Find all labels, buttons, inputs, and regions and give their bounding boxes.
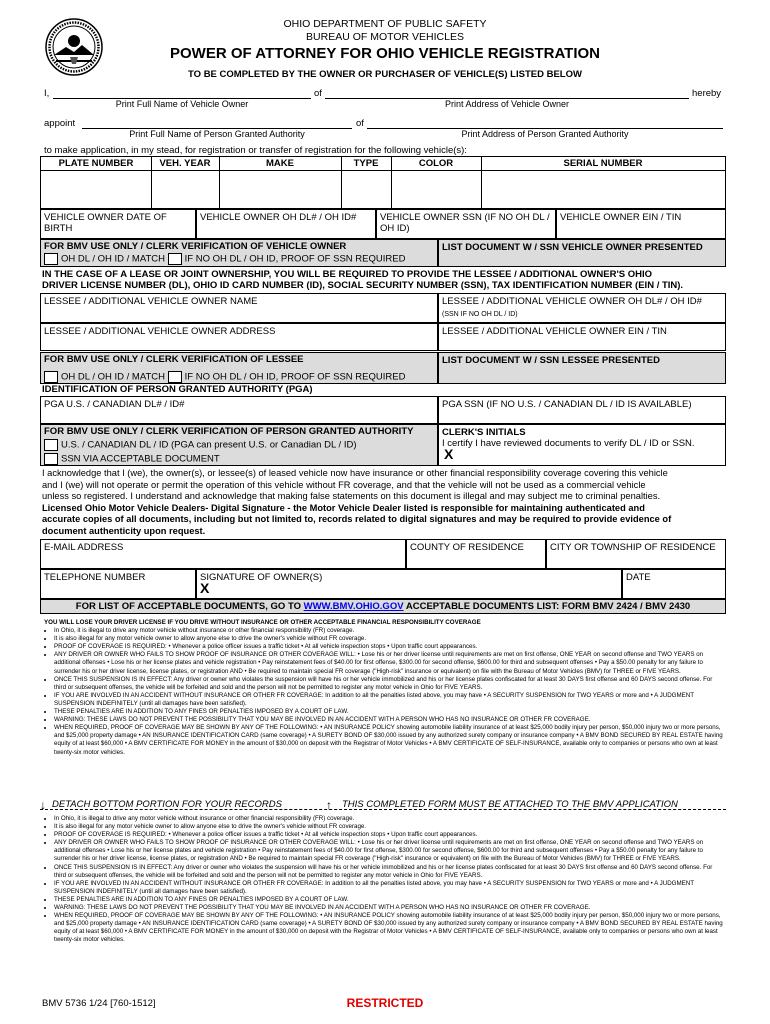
signature-x: X [200,580,210,596]
page-title: POWER OF ATTORNEY FOR OHIO VEHICLE REGISTRATION [169,45,601,62]
warning-item: • ONCE THIS SUSPENSION IS IN EFFECT: Any driver or owner who violates the suspension will have his or her vehicle immobilized and his or her license plates confiscated for at least 30 DAYS first offense and 60 DAYS second offense. For third or subsequent offenses, the vehicle will be forfeited and sold and the person will not be permitted to register any motor vehicle in Ohio for FIVE YEARS. [54,864,726,880]
bureau-name: BUREAU OF MOTOR VEHICLES [306,31,464,43]
intro-of: of [314,88,322,99]
owner-list-doc[interactable]: LIST DOCUMENT W / SSN VEHICLE OWNER PRESENTED [438,239,726,267]
form-id: BMV 5736 1/24 [760-1512] [42,998,156,1009]
bmv-lessee-verify: FOR BMV USE ONLY / CLERK VERIFICATION OF LESSEE OH DL / OH ID / MATCH IF NO OH DL / OH ID, PROOF OF SSN REQUIRED [40,352,438,384]
lessee-ssn-checkbox[interactable] [168,371,182,383]
owner-dob-field[interactable]: VEHICLE OWNER DATE OF BIRTH [40,209,196,239]
warning-section-top: YOU WILL LOSE YOUR DRIVER LICENSE IF YOU DRIVE WITHOUT INSURANCE OR OTHER ACCEPTABLE FINANCIAL RESPONSIBILITY COVERAGE • In Ohio, it is illegal to drive any motor vehicle without insurance or other financial responsibility (FR) coverage. • It is also illegal for any motor vehicle owner to allow anyone else to drive the owner's vehicle without FR coverage. • PROOF OF COVERAGE IS REQUIRED: • Whenever a police officer issues a traffic ticket • At all vehicle inspection stops • Upon traffic court appearances. • ANY DRIVER OR OWNER WHO FAILS TO SHOW PROOF OF INSURANCE OR OTHER COVERAGE WILL: • Lose his or her driver license until requirements are met on first offense, ONE YEAR on second offense and TWO YEARS on additional offenses • Lose his or her license plates and vehicle registration • Pay reinstatement fees of $40.00 for first offense, $300.00 for second offense, $600.00 for third and subsequent offenses • Pay a $50.00 penalty for any failure to surrender his or her driver license, license plates, or registration AND • Be required to maintain special FR coverage ("High-risk" insurance or equivalent) on file with the Bureau of Motor Vehicles (BMV) for THREE or FIVE YEARS. • ONCE THIS SUSPENSION IS IN EFFECT: Any driver or owner who violates the suspension will have his or her vehicle immobilized and his or her license plates confiscated for at least 30 DAYS first offense and 60 DAYS second offense. For third or subsequent offenses, the vehicle will be forfeited and sold and the person will not be permitted to register any motor vehicle in Ohio for FIVE YEARS. • IF YOU ARE INVOLVED IN AN ACCIDENT WITHOUT INSURANCE OR OTHER FR COVERAGE: In addition to all the penalties listed above, you may have • A SECURITY SUSPENSION for TWO YEARS or more and • A JUDGMENT SUSPENSION INDEFINITELY (until all damages have been satisfied). • THESE PENALTIES ARE IN ADDITION TO ANY FINES OR PENALTIES IMPOSED BY A COURT OF LAW. • WARNING: THESE LAWS DO NOT PREVENT THE POSSIBILITY THAT YOU MAY BE INVOLVED IN AN ACCIDENT WITH A PERSON WHO HAS NO INSURANCE OR OTHER FR COVERAGE. • WHEN REQUIRED, PROOF OF COVERAGE MAY BE SHOWN BY ANY OF THE FOLLOWING: • AN INSURANCE POLICY showing automobile liability insurance of at least $25,000 bodily injury per person, $50,000 injury two or more persons, and $25,000 property damage • AN INSURANCE IDENTIFICATION CARD (same coverage) • A SURETY BOND OF $30,000 issued by any authorized surety company or insurance company • A BMV BOND SECURED BY REAL ESTATE having equity of at least $60,000 • A BMV CERTIFICATE FOR MONEY in the amount of $30,000 on deposit with the Registrar of Motor Vehicles • A BMV CERTIFICATE OF SELF-INSURANCE, available only to companies or persons who own at least twenty-six motor vehicles. [44,619,726,757]
city-field[interactable]: CITY OR TOWNSHIP OF RESIDENCE [546,539,726,569]
warning-item: • WARNING: THESE LAWS DO NOT PREVENT THE POSSIBILITY THAT YOU MAY BE INVOLVED IN AN ACCIDENT WITH A PERSON WHO HAS NO INSURANCE OR OTHER FR COVERAGE. [54,904,726,912]
owner-dl-field[interactable]: VEHICLE OWNER OH DL# / OH ID# [196,209,376,239]
arrow-down-icon: ↓ [40,798,46,812]
bmv-owner-verify: FOR BMV USE ONLY / CLERK VERIFICATION OF VEHICLE OWNER OH DL / OH ID / MATCH IF NO OH DL / OH ID, PROOF OF SSN REQUIRED [40,239,438,267]
col-veh-year: VEH. YEAR [159,158,211,169]
col-type: TYPE [353,158,379,169]
intro-appoint: appoint [44,118,76,129]
lessee-dl-field[interactable]: LESSEE / ADDITIONAL VEHICLE OWNER OH DL# / OH ID# (SSN IF NO OH DL / ID) [438,293,726,323]
warning-item: • THESE PENALTIES ARE IN ADDITION TO ANY FINES OR PENALTIES IMPOSED BY A COURT OF LAW. [54,708,726,716]
lessee-address-field[interactable]: LESSEE / ADDITIONAL VEHICLE OWNER ADDRESS [40,323,438,351]
date-field[interactable]: DATE [622,569,726,599]
bmv-website-link[interactable]: WWW.BMV.OHIO.GOV [303,601,404,612]
pga-dl-field[interactable]: PGA U.S. / CANADIAN DL# / ID# [40,396,438,424]
warning-item: • ANY DRIVER OR OWNER WHO FAILS TO SHOW PROOF OF INSURANCE OR OTHER COVERAGE WILL: • Lose his or her driver license until requirements are met on first offense, ONE YEAR on second offense and TWO YEARS on additional offenses • Lose his or her license plates and vehicle registration • Pay reinstatement fees of $40.00 for first offense, $300.00 for second offense, $600.00 for third and subsequent offenses • Pay a $50.00 penalty for any failure to surrender his or her driver license, license plates, or registration AND • Be required to maintain special FR coverage ("High-risk" insurance or equivalent) on file with the Bureau of Motor Vehicles (BMV) for THREE or FIVE YEARS. [54,839,726,863]
warning-item: • PROOF OF COVERAGE IS REQUIRED: • Whenever a police officer issues a traffic ticket • At all vehicle inspection stops • Upon traffic court appearances. [54,643,726,651]
intro-of2: of [356,118,364,129]
lease-notice: IN THE CASE OF A LEASE OR JOINT OWNERSHIP, YOU WILL BE REQUIRED TO PROVIDE THE LESSEE / ADDITIONAL OWNER'S OHIO DRIVER LICENSE NUMBER (DL), OHIO ID CARD NUMBER (ID), SOCIAL SECURITY NUMBER (SSN), TAX IDENTIFICATION NUMBER (EIN / TIN). [42,269,684,291]
acknowledgement: I acknowledge that I (we), the owner(s), or lessee(s) of leased vehicle now have insurance or other financial responsibility coverage covering this vehicle and I (we) will not operate or permit the operation of this vehicle without FR coverage, and that the vehicle will not be used as a commercial vehicle unless so registered. I understand and acknowledge that making false statements on this document is illegal and may subject me to criminal penalties. Licensed Ohio Motor Vehicle Dealers- Digital Signature - the Motor Vehicle Dealer listed is responsible for maintaining authenticated and accurate copies of all documents, including but not limited to, records related to digital signatures and may be required to provide evidence of document authenticity upon request. [42,468,672,536]
county-field[interactable]: COUNTY OF RESIDENCE [406,539,546,569]
owner-name-label: Print Full Name of Vehicle Owner [115,99,249,109]
lessee-ein-field[interactable]: LESSEE / ADDITIONAL VEHICLE OWNER EIN / TIN [438,323,726,351]
col-make: MAKE [266,158,294,169]
warning-item: • It is also illegal for any motor vehicle owner to allow anyone else to drive the owner's vehicle without FR coverage. [54,635,726,643]
owner-address-label: Print Address of Vehicle Owner [444,99,570,109]
warning-item: • In Ohio, it is illegal to drive any motor vehicle without insurance or other financial responsibility (FR) coverage. [54,627,726,635]
agent-name-label: Print Full Name of Person Granted Authority [129,129,305,139]
agent-address-label: Print Address of Person Granted Authority [461,129,629,139]
owner-ssn-checkbox[interactable] [168,253,182,265]
intro-hereby: hereby [692,88,722,99]
warning-item: • WARNING: THESE LAWS DO NOT PREVENT THE POSSIBILITY THAT YOU MAY BE INVOLVED IN AN ACCIDENT WITH A PERSON WHO HAS NO INSURANCE OR OTHER FR COVERAGE. [54,716,726,724]
lessee-list-doc[interactable]: LIST DOCUMENT W / SSN LESSEE PRESENTED [438,352,726,384]
pga-dl-checkbox[interactable] [44,439,58,451]
col-plate-number: PLATE NUMBER [58,158,134,169]
clerk-signature-x: X [444,446,454,462]
owner-ssn-field[interactable]: VEHICLE OWNER SSN (IF NO OH DL / OH ID) [376,209,556,239]
pga-ssn-field[interactable]: PGA SSN (IF NO U.S. / CANADIAN DL / ID IS AVAILABLE) [438,396,726,424]
lessee-name-field[interactable]: LESSEE / ADDITIONAL VEHICLE OWNER NAME [40,293,438,323]
lessee-match-checkbox[interactable] [44,371,58,383]
vehicle-table [40,156,726,209]
warning-item: • WHEN REQUIRED, PROOF OF COVERAGE MAY BE SHOWN BY ANY OF THE FOLLOWING: • AN INSURANCE POLICY showing automobile liability insurance of at least $25,000 bodily injury per person, $50,000 injury two or more persons, and $25,000 property damage • AN INSURANCE IDENTIFICATION CARD (same coverage) • A SURETY BOND OF $30,000 issued by any authorized surety company or insurance company • A BMV BOND SECURED BY REAL ESTATE having equity of at least $60,000 • A BMV CERTIFICATE FOR MONEY in the amount of $30,000 on deposit with the Registrar of Motor Vehicles • A BMV CERTIFICATE OF SELF-INSURANCE, available only to companies or persons who own at least twenty-six motor vehicles. [54,724,726,756]
owner-match-checkbox[interactable] [44,253,58,265]
intro-purpose: to make application, in my stead, for registration or transfer of registration for the following vehicle(s): [44,145,467,156]
warning-item: • IF YOU ARE INVOLVED IN AN ACCIDENT WITHOUT INSURANCE OR OTHER FR COVERAGE: In addition to all the penalties listed above, you may have • A SECURITY SUSPENSION for TWO YEARS or more and • A JUDGMENT SUSPENSION INDEFINITELY (until all damages have been satisfied). [54,880,726,896]
warning-item: • ANY DRIVER OR OWNER WHO FAILS TO SHOW PROOF OF INSURANCE OR OTHER COVERAGE WILL: • Lose his or her driver license until requirements are met on first offense, ONE YEAR on second offense and TWO YEARS on additional offenses • Lose his or her license plates and vehicle registration • Pay reinstatement fees of $40.00 for first offense, $300.00 for second offense, $600.00 for third and subsequent offenses • Pay a $50.00 penalty for any failure to surrender his or her driver license, license plates, or registration AND • Be required to maintain special FR coverage ("High-risk" insurance or equivalent) on file with the Bureau of Motor Vehicles (BMV) for THREE or FIVE YEARS. [54,651,726,675]
intro-i: I, [44,88,50,99]
pga-ssn-checkbox[interactable] [44,453,58,465]
pga-title: IDENTIFICATION OF PERSON GRANTED AUTHORITY (PGA) [42,384,313,395]
restricted-label: RESTRICTED [346,996,424,1010]
owner-ein-field[interactable]: VEHICLE OWNER EIN / TIN [556,209,726,239]
phone-field[interactable]: TELEPHONE NUMBER [40,569,196,599]
email-field[interactable]: E-MAIL ADDRESS [40,539,406,569]
clerk-initials[interactable]: CLERK'S INITIALS I certify I have reviewed documents to verify DL / ID or SSN. X [438,424,726,466]
detach-line: ↓ DETACH BOTTOM PORTION FOR YOUR RECORDS ↑ THIS COMPLETED FORM MUST BE ATTACHED TO THE BMV APPLICATION [40,798,726,812]
warning-section-bottom [44,815,726,945]
col-color: COLOR [418,158,454,169]
col-serial-number: SERIAL NUMBER [563,158,643,169]
warning-item: • IF YOU ARE INVOLVED IN AN ACCIDENT WITHOUT INSURANCE OR OTHER FR COVERAGE: In addition to all the penalties listed above, you may have • A SECURITY SUSPENSION for TWO YEARS or more and • A JUDGMENT SUSPENSION INDEFINITELY (until all damages have been satisfied). [54,692,726,708]
signature-field[interactable]: SIGNATURE OF OWNER(S) X [196,569,622,599]
warning-item: • It is also illegal for any motor vehicle owner to allow anyone else to drive the owner's vehicle without FR coverage. [54,823,726,831]
warning-item: • ONCE THIS SUSPENSION IS IN EFFECT: Any driver or owner who violates the suspension will have his or her vehicle immobilized and his or her license plates confiscated for at least 30 DAYS first offense and 60 DAYS second offense. For third or subsequent offenses, the vehicle will be forfeited and sold and the person will not be permitted to register any motor vehicle in Ohio for FIVE YEARS. [54,676,726,692]
warning-item: • PROOF OF COVERAGE IS REQUIRED: • Whenever a police officer issues a traffic ticket • At all vehicle inspection stops • Upon traffic court appearances. [54,831,726,839]
warning-item: • In Ohio, it is illegal to drive any motor vehicle without insurance or other financial responsibility (FR) coverage. [54,815,726,823]
vehicle-entry-row[interactable] [41,170,725,208]
documents-bar: FOR LIST OF ACCEPTABLE DOCUMENTS, GO TO WWW.BMV.OHIO.GOV ACCEPTABLE DOCUMENTS LIST: FORM BMV 2424 / BMV 2430 [40,599,726,614]
warning-item: • WHEN REQUIRED, PROOF OF COVERAGE MAY BE SHOWN BY ANY OF THE FOLLOWING: • AN INSURANCE POLICY showing automobile liability insurance of at least $25,000 bodily injury per person, $50,000 injury two or more persons, and $25,000 property damage • AN INSURANCE IDENTIFICATION CARD (same coverage) • A SURETY BOND OF $30,000 issued by any authorized surety company or insurance company • A BMV BOND SECURED BY REAL ESTATE having equity of at least $60,000 • A BMV CERTIFICATE FOR MONEY in the amount of $30,000 on deposit with the Registrar of Motor Vehicles • A BMV CERTIFICATE OF SELF-INSURANCE, available only to companies or persons who own at least twenty-six motor vehicles. [54,912,726,944]
bmv-pga-verify: FOR BMV USE ONLY / CLERK VERIFICATION OF PERSON GRANTED AUTHORITY U.S. / CANADIAN DL / ID (PGA can present U.S. or Canadian DL / ID) SSN VIA ACCEPTABLE DOCUMENT [40,424,438,466]
page-subtitle: TO BE COMPLETED BY THE OWNER OR PURCHASER OF VEHICLE(S) LISTED BELOW [188,69,582,80]
agency-name: OHIO DEPARTMENT OF PUBLIC SAFETY [283,18,487,30]
arrow-up-icon: ↑ [326,798,332,812]
warning-item: • THESE PENALTIES ARE IN ADDITION TO ANY FINES OR PENALTIES IMPOSED BY A COURT OF LAW. [54,896,726,904]
